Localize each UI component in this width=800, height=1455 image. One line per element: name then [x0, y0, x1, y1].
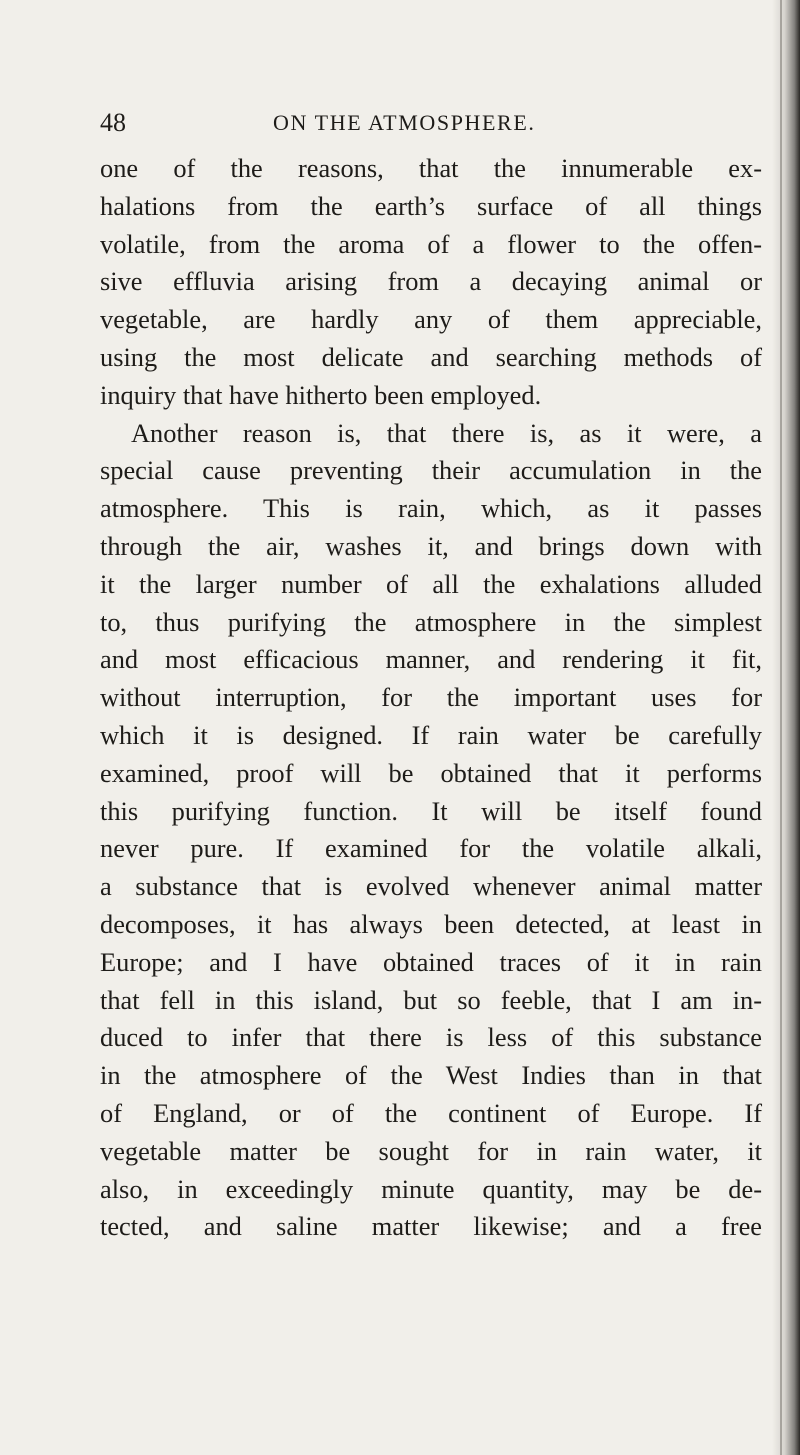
- text-line: one of the reasons, that the innumerable ex-: [100, 153, 762, 183]
- text-line: through the air, washes it, and brings down with: [100, 530, 762, 561]
- text-line: duced to infer that there is less of this substance: [100, 1022, 762, 1053]
- text-line: vegetable, are hardly any of them appreciable,: [100, 304, 762, 335]
- text-line: Europe; and I have obtained traces of it in rain: [100, 946, 762, 977]
- text-line: special cause preventing their accumulation in the: [100, 455, 762, 486]
- text-line: to, thus purifying the atmosphere in the simplest: [100, 606, 762, 637]
- text-line: this purifying function. It will be itself found: [100, 795, 762, 826]
- text-line: in the atmosphere of the West Indies than in that: [100, 1060, 762, 1091]
- text-line: vegetable matter be sought for in rain water, it: [100, 1135, 762, 1166]
- page-edge-shadow: [772, 0, 800, 1455]
- text-line: and most efficacious manner, and rendering it fit,: [100, 644, 762, 675]
- text-line: which it is designed. If rain water be carefully: [100, 719, 762, 750]
- text-line: Another reason is, that there is, as it were, a: [131, 417, 762, 448]
- page-number: 48: [100, 108, 126, 137]
- text-line: also, in exceedingly minute quantity, may be de-: [100, 1173, 762, 1204]
- running-head: ON THE ATMOSPHERE.: [273, 110, 536, 135]
- text-line: sive effluvia arising from a decaying animal or: [100, 266, 762, 297]
- text-line: inquiry that have hitherto been employed.: [100, 379, 542, 410]
- text-line: using the most delicate and searching methods of: [100, 341, 762, 372]
- text-line: examined, proof will be obtained that it performs: [100, 757, 762, 788]
- text-line: without interruption, for the important uses for: [100, 682, 762, 713]
- text-line: a substance that is evolved whenever animal matter: [100, 871, 762, 902]
- page-header: [100, 108, 760, 148]
- text-line: that fell in this island, but so feeble, that I am in-: [100, 984, 762, 1015]
- text-line: halations from the earth’s surface of all things: [100, 190, 762, 221]
- text-line: volatile, from the aroma of a flower to the offen-: [100, 228, 762, 259]
- text-line: never pure. If examined for the volatile alkali,: [100, 833, 762, 864]
- body-text: [100, 150, 762, 1246]
- text-line: tected, and saline matter likewise; and a free: [100, 1211, 762, 1242]
- text-line: decomposes, it has always been detected, at least in: [100, 908, 762, 939]
- text-line: of England, or of the continent of Europe. If: [100, 1097, 762, 1128]
- text-line: it the larger number of all the exhalations alluded: [100, 568, 762, 599]
- text-line: atmosphere. This is rain, which, as it passes: [100, 493, 762, 524]
